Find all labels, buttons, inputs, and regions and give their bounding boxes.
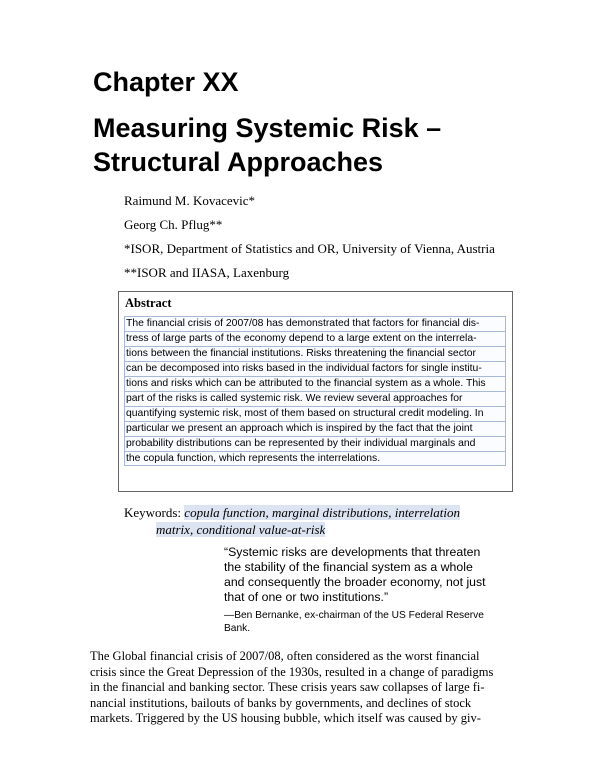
abstract-heading: Abstract [125, 296, 172, 310]
abstract-line: the copula function, which represents the interrelations. [124, 451, 506, 466]
quote-line: the stability of the financial system as a whole [224, 560, 473, 574]
abstract-line: part of the risks is called systemic risk. We review several approaches for [124, 391, 506, 406]
keywords-label: Keywords: [124, 505, 185, 520]
abstract-box [118, 291, 513, 492]
abstract-line: can be decomposed into risks based in the individual factors for single institu- [124, 361, 506, 376]
author-block [124, 189, 495, 285]
abstract-text[interactable] [124, 316, 506, 466]
quote-line: “Systemic risks are developments that threaten [224, 545, 481, 559]
author-name: Raimund M. Kovacevic* [124, 193, 256, 208]
epigraph-quote [224, 545, 524, 605]
abstract-line: tress of large parts of the economy depend to a large extent on the interrela- [124, 331, 506, 346]
abstract-line: probability distributions can be represented by their individual marginals and [124, 436, 506, 451]
quote-line: that of one or two institutions.” [224, 590, 389, 604]
body-paragraph [90, 649, 510, 727]
body-line: crisis since the Great Depression of the 1930s, resulted in a change of paradigms [90, 664, 494, 679]
attribution-line: Bank. [224, 623, 251, 634]
title-line: Measuring Systemic Risk – [93, 113, 442, 143]
attribution-line: —Ben Bernanke, ex-chairman of the US Federal Reserve [224, 610, 484, 621]
abstract-line: tions and risks which can be attributed to the financial system as a whole. This [124, 376, 506, 391]
abstract-line: The financial crisis of 2007/08 has demonstrated that factors for financial dis- [124, 316, 506, 331]
abstract-line: particular we present an approach which is inspired by the fact that the joint [124, 421, 506, 436]
author-affiliation: *ISOR, Department of Statistics and OR, University of Vienna, Austria [124, 241, 495, 256]
quote-line: and consequently the broader economy, not just [224, 575, 486, 589]
chapter-label: Chapter XX [93, 67, 239, 97]
body-line: The Global financial crisis of 2007/08, often considered as the worst financial [90, 649, 480, 663]
keywords-value[interactable]: matrix, conditional value-at-risk [156, 522, 326, 537]
keywords-value[interactable]: copula function, marginal distributions, interrelation [184, 505, 460, 520]
body-line: markets. Triggered by the US housing bubble, which itself was caused by giv- [90, 711, 481, 725]
title-line: Structural Approaches [93, 147, 384, 177]
abstract-line: tions between the financial institutions. Risks threatening the financial sector [124, 346, 506, 361]
paper-title [93, 112, 441, 180]
keywords-block [124, 505, 460, 537]
body-line: nancial institutions, bailouts of banks by governments, and declines of stock [90, 695, 472, 710]
author-name: Georg Ch. Pflug** [124, 217, 223, 232]
quote-attribution [224, 609, 484, 635]
author-affiliation: **ISOR and IIASA, Laxenburg [124, 265, 290, 280]
body-line: in the financial and banking sector. These crisis years saw collapses of large fi- [90, 680, 485, 694]
abstract-line: quantifying systemic risk, most of them based on structural credit modeling. In [124, 406, 506, 421]
